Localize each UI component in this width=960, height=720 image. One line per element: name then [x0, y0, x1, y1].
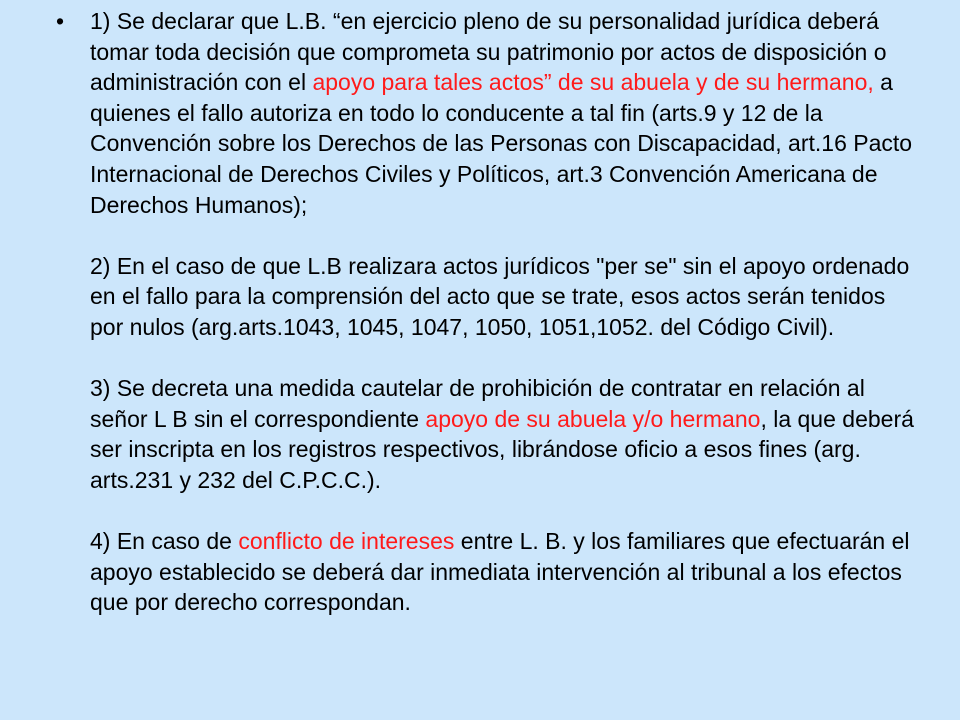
- paragraph-1-text-b: a quienes el fallo autoriza en todo lo conducente a tal fin (arts.9 y 12 de la Convención sobre los Derechos de las Personas con Discapacidad, art.16 Pacto Internacional de Derechos Civiles y Políticos, art.3 Convención Americana de Derechos Humanos);: [90, 69, 913, 218]
- paragraph-spacer: [90, 343, 916, 374]
- paragraph-1-highlight: apoyo para tales actos” de su abuela y de su hermano,: [312, 69, 874, 96]
- bullet-marker: •: [56, 8, 65, 34]
- paragraph-3: [90, 373, 916, 495]
- paragraph-4-text-a: 4) En caso de: [90, 528, 239, 555]
- paragraph-2-text: 2) En el caso de que L.B realizara actos jurídicos "per se" sin el apoyo ordenado en el fallo para la comprensión del acto que se trate, esos actos serán tenidos por nulos (arg.arts.1043, 1045, 1047, 1050, 1051,1052. del Código Civil).: [90, 252, 910, 340]
- bullet-content: [90, 6, 916, 618]
- paragraph-3-text-a: 3) Se decreta una medida cautelar de prohibición de contratar en relación al señor L B sin el correspondiente: [90, 375, 865, 432]
- paragraph-2: [90, 251, 916, 343]
- paragraph-4: [90, 526, 916, 618]
- paragraph-4-highlight: conflicto de intereses: [238, 528, 455, 555]
- paragraph-spacer: [90, 496, 916, 527]
- paragraph-4-text-b: entre L. B. y los familiares que efectuarán el apoyo establecido se deberá dar inmediata intervención al tribunal a los efectos que por derecho correspondan.: [90, 528, 910, 616]
- slide-body: [56, 6, 916, 618]
- paragraph-1-text-a: 1) Se declarar que L.B. “en ejercicio pleno de su personalidad jurídica deberá tomar toda decisión que comprometa su patrimonio por actos de disposición o administración con el: [90, 8, 887, 96]
- paragraph-1: [90, 6, 916, 220]
- paragraph-3-text-b: , la que deberá ser inscripta en los registros respectivos, librándose oficio a esos fines (arg. arts.231 y 232 del C.P.C.C.).: [90, 405, 914, 493]
- paragraph-3-highlight: apoyo de su abuela y/o hermano: [425, 405, 761, 432]
- paragraph-spacer: [90, 220, 916, 251]
